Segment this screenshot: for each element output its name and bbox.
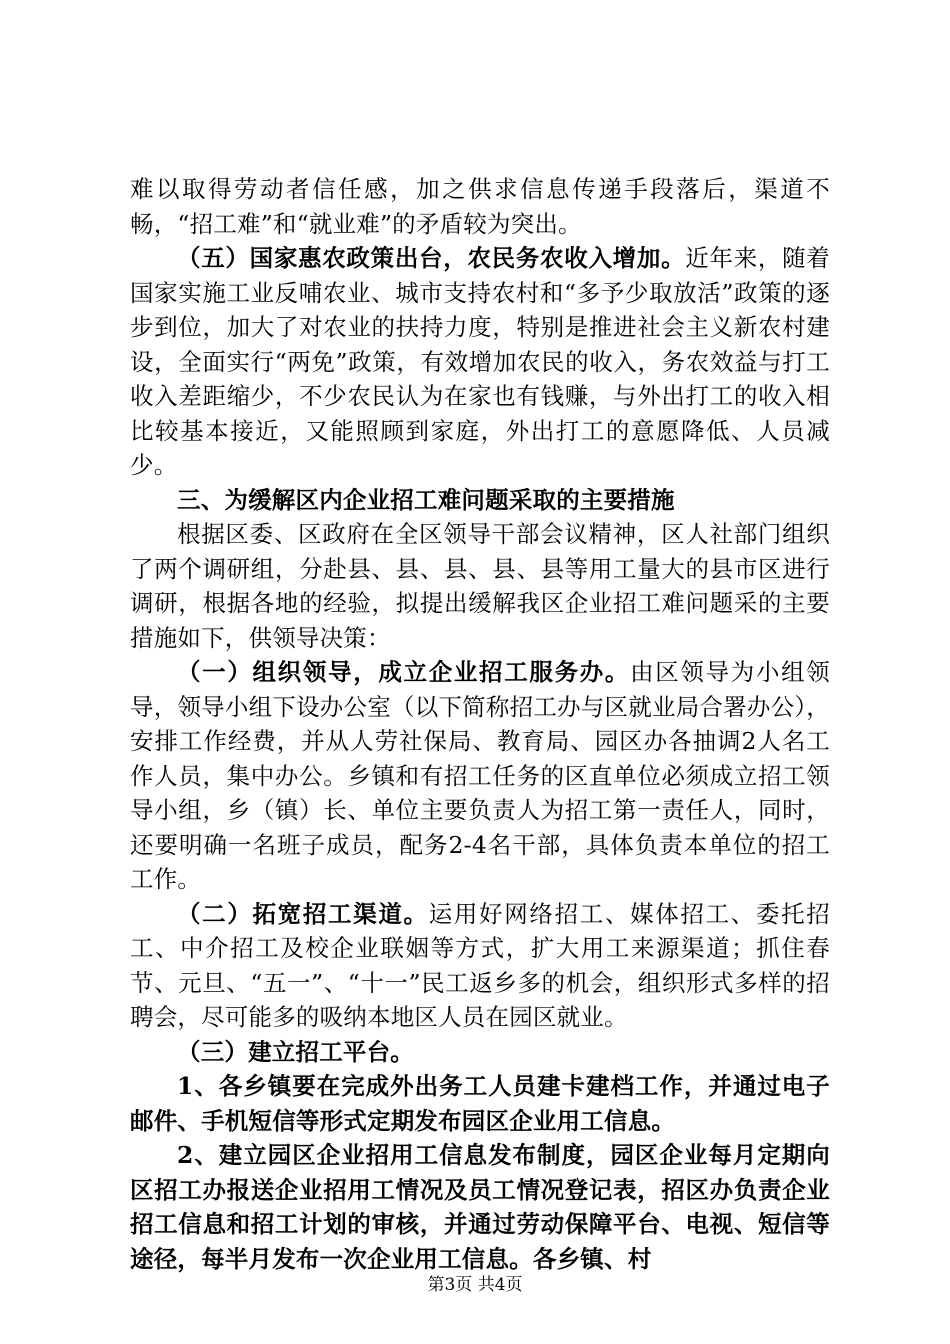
- paragraph-6-text: 运用好网络招工、媒体招工、委托招工、中介招工及校企业联姻等方式，扩大用工来源渠道；抓住春节、元旦、“五一”、“十一”民工返乡多的机会，组织形式多样的招聘会，尽可能多的吸纳本地区人员在园区就业。: [130, 899, 830, 1031]
- section-heading-1: （一）组织领导，成立企业招工服务办。: [177, 658, 631, 686]
- paragraph-6: [130, 897, 830, 1035]
- paragraph-5: [130, 655, 830, 897]
- paragraph-9: [130, 1138, 830, 1276]
- paragraph-8: [130, 1069, 830, 1138]
- paragraph-2: [130, 241, 830, 483]
- paragraph-4: [130, 517, 830, 655]
- paragraph-1: [130, 172, 830, 241]
- paragraph-5-text: 由区领导为小组领导，领导小组下设办公室（以下简称招工办与区就业局合署办公），安排工作经费，并从人劳社保局、教育局、园区办各抽调2人名工作人员，集中办公。乡镇和有招工任务的区直单位必须成立招工领导小组，乡（镇）长、单位主要负责人为招工第一责任人，同时，还要明确一名班子成员，配务2-4名干部，具体负责本单位的招工工作。: [130, 658, 830, 893]
- paragraph-1-text: 难以取得劳动者信任感，加之供求信息传递手段落后，渠道不畅，“招工难”和“就业难”的矛盾较为突出。: [130, 175, 830, 238]
- list-item-1: 1、各乡镇要在完成外出务工人员建卡建档工作，并通过电子邮件、手机短信等形式定期发布园区企业用工信息。: [130, 1072, 830, 1135]
- paragraph-2-text: 近年来，随着国家实施工业反哺农业、城市支持农村和“多予少取放活”政策的逐步到位，加大了对农业的扶持力度，特别是推进社会主义新农村建设，全面实行“两免”政策，有效增加农民的收入，务农效益与打工收入差距缩少，不少农民认为在家也有钱赚，与外出打工的收入相比较基本接近，又能照顾到家庭，外出打工的意愿降低、人员减少。: [130, 244, 830, 479]
- paragraph-3: [130, 483, 830, 518]
- document-body: [130, 172, 830, 1276]
- section-heading-2: （二）拓宽招工渠道。: [177, 899, 429, 928]
- section-heading-3: （三）建立招工平台。: [177, 1037, 414, 1066]
- section-heading-5: （五）国家惠农政策出台，农民务农收入增加。: [177, 244, 686, 272]
- page-footer: 第3页 共4页: [427, 1275, 523, 1295]
- chapter-heading-3: 三、为缓解区内企业招工难问题采取的主要措施: [177, 485, 675, 514]
- list-item-2: 2、建立园区企业招用工信息发布制度，园区企业每月定期向区招工办报送企业招用工情况及员工情况登记表，招区办负责企业招工信息和招工计划的审核，并通过劳动保障平台、电视、短信等途径，每半月发布一次企业用工信息。各乡镇、村: [130, 1141, 830, 1273]
- paragraph-4-text: 根据区委、区政府在全区领导干部会议精神，区人社部门组织了两个调研组，分赴县、县、县、县、县等用工量大的县市区进行调研，根据各地的经验，拟提出缓解我区企业招工难问题采的主要措施如下，供领导决策：: [130, 520, 830, 652]
- paragraph-7: [130, 1035, 830, 1070]
